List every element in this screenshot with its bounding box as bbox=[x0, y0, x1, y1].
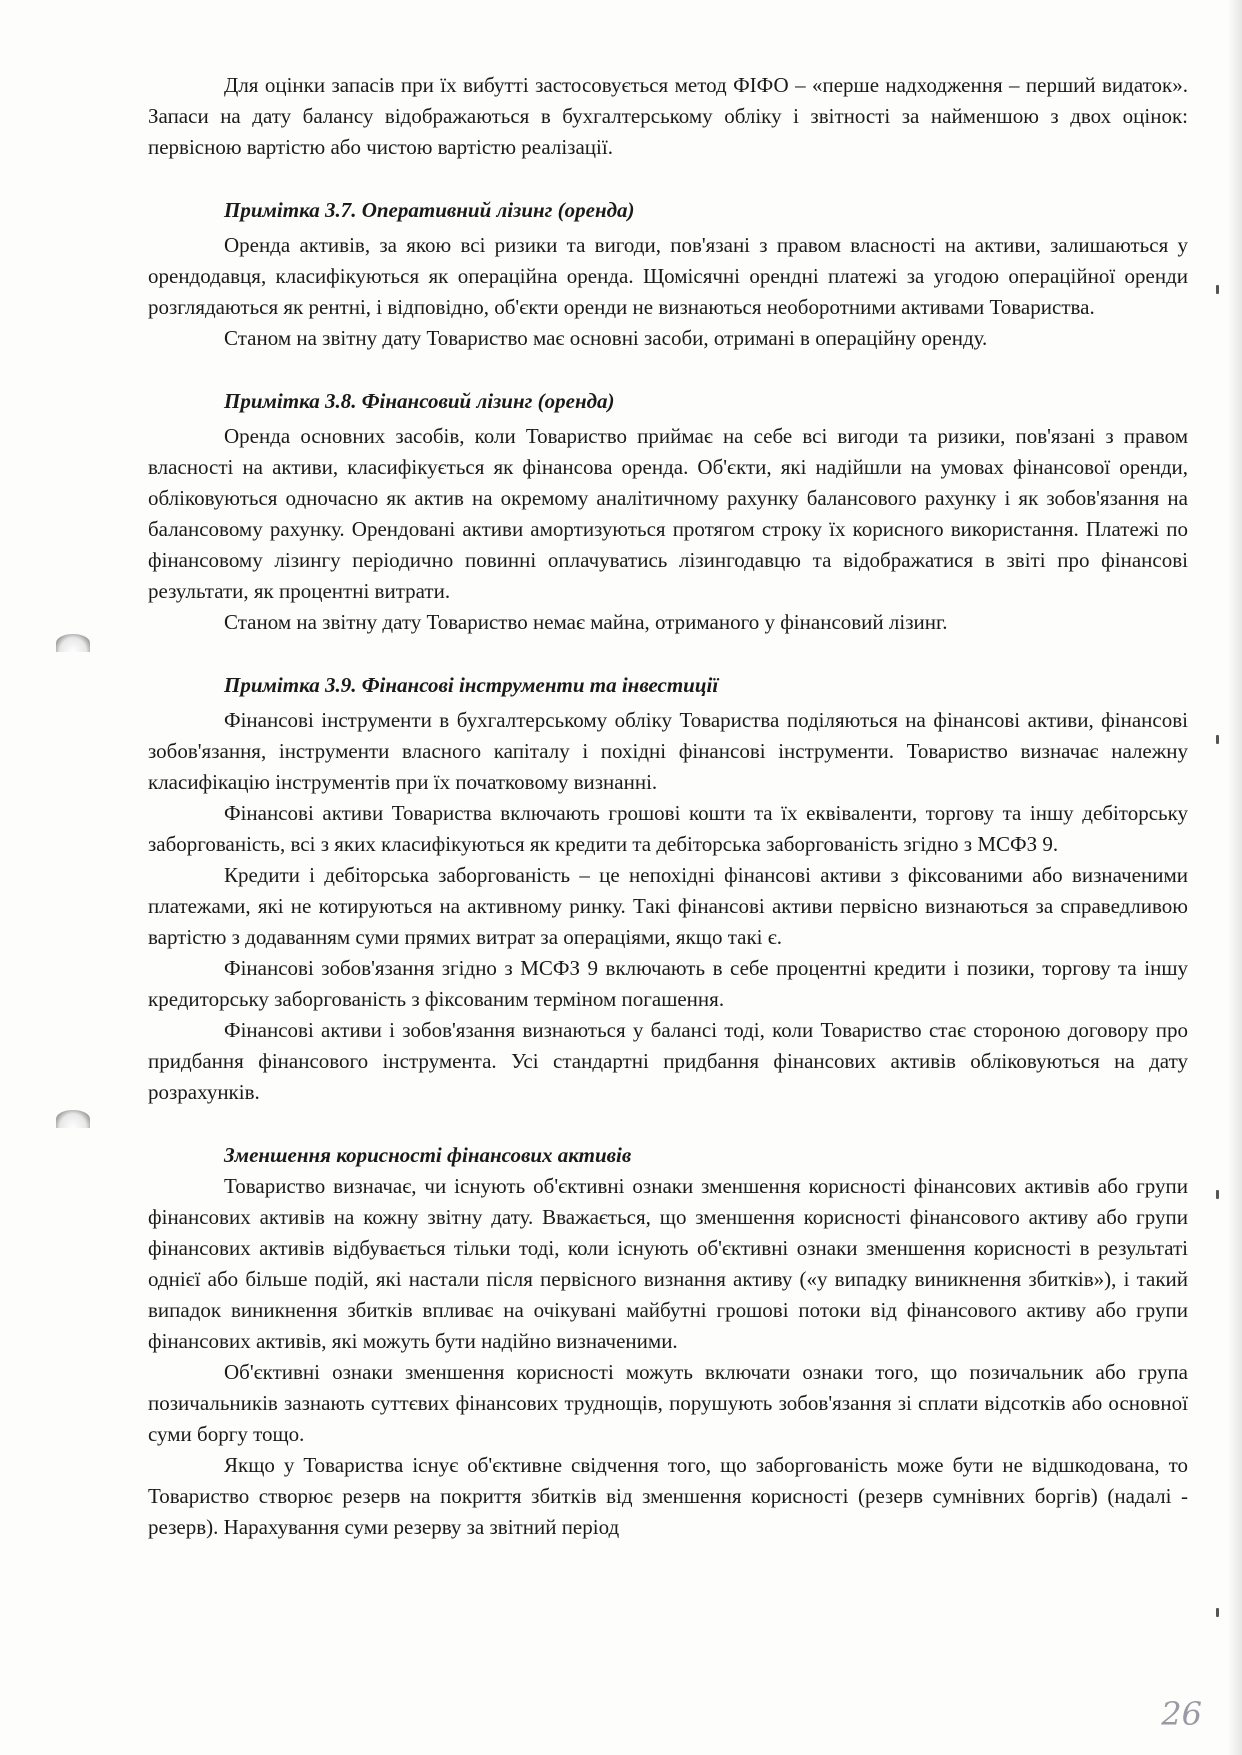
document-page bbox=[148, 70, 1188, 1543]
heading-note-3-9: Примітка 3.9. Фінансові інструменти та інвестиції bbox=[224, 673, 719, 697]
paragraph-recognition: Фінансові активи і зобов'язання визнаються у балансі тоді, коли Товариство стає стороною договору про придбання фінансового інструмента. Усі стандартні придбання фінансових активів обліковуються на дату розрахунків. bbox=[148, 1018, 1188, 1104]
scan-edge-shadow bbox=[1228, 0, 1242, 1755]
heading-note-3-7: Примітка 3.7. Оперативний лізинг (оренда) bbox=[224, 198, 635, 222]
heading-impairment: Зменшення корисності фінансових активів bbox=[224, 1143, 632, 1167]
paragraph-operating-lease: Оренда активів, за якою всі ризики та вигоди, пов'язані з правом власності на активи, залишаються у орендодавця, класифікуються як операційна оренда. Щомісячні орендні платежі за угодою операційної оренди розглядаються як рентні, і відповідно, об'єкти оренди не визнаються необоротними активами Товариства. bbox=[148, 233, 1188, 319]
paragraph-inventory: Для оцінки запасів при їх вибутті застосовується метод ФІФО – «перше надходження – перший видаток». Запаси на дату балансу відображаються в бухгалтерському обліку і звітності за найменшою з двох оцінок: первісною вартістю або чистою вартістю реалізації. bbox=[148, 73, 1188, 159]
punch-hole-mark bbox=[56, 634, 90, 652]
page-number: 26 bbox=[1161, 1695, 1202, 1733]
scan-edge-mark bbox=[1216, 735, 1219, 744]
paragraph-finance-lease: Оренда основних засобів, коли Товариство приймає на себе всі вигоди та ризики, пов'язані з правом власності на активи, класифікується як фінансова оренда. Об'єкти, які надійшли на умовах фінансової оренди, обліковуються одночасно як актив на окремому аналітичному рахунку балансового рахунку і як зобов'язання на балансовому рахунку. Орендовані активи амортизуються протягом строку їх корисного використання. Платежі по фінансовому лізингу періодично повинні оплачуватись лізингодавцю та відображатися в звіті про фінансові результати, як процентні витрати. bbox=[148, 424, 1188, 603]
scan-edge-mark bbox=[1216, 285, 1219, 294]
paragraph-impairment-assessment: Товариство визначає, чи існують об'єктивні ознаки зменшення корисності фінансових активів або групи фінансових активів на кожну звітну дату. Вважається, що зменшення корисності фінансового активу або групи фінансових активів відбувається тільки тоді, коли існують об'єктивні ознаки зменшення корисності в результаті однієї або більше подій, які настали після первісного визнання активу («у випадку виникнення збитків»), і такий випадок виникнення збитків впливає на очікувані майбутні грошові потоки від фінансового активу або групи фінансових активів, які можуть бути надійно визначеними. bbox=[148, 1174, 1188, 1353]
paragraph-financial-instruments: Фінансові інструменти в бухгалтерському обліку Товариства поділяються на фінансові активи, фінансові зобов'язання, інструменти власного капіталу і похідні фінансові інструменти. Товариство визначає належну класифікацію інструментів при їх початковому визнанні. bbox=[148, 708, 1188, 794]
heading-note-3-8: Примітка 3.8. Фінансовий лізинг (оренда) bbox=[224, 389, 615, 413]
paragraph-loans-receivables: Кредити і дебіторська заборгованість – це непохідні фінансові активи з фіксованими або визначеними платежами, які не котируються на активному ринку. Такі фінансові активи первісно визнаються за справедливою вартістю з додаванням суми прямих витрат за операціями, якщо такі є. bbox=[148, 863, 1188, 949]
scan-edge-mark bbox=[1216, 1608, 1219, 1617]
scan-edge-mark bbox=[1216, 1190, 1219, 1199]
paragraph-operating-lease-status: Станом на звітну дату Товариство має основні засоби, отримані в операційну оренду. bbox=[224, 326, 988, 350]
punch-hole-mark bbox=[56, 1110, 90, 1128]
paragraph-impairment-evidence: Об'єктивні ознаки зменшення корисності можуть включати ознаки того, що позичальник або група позичальників зазнають суттєвих фінансових труднощів, порушують зобов'язання зі сплати відсотків або основної суми боргу тощо. bbox=[148, 1360, 1188, 1446]
paragraph-financial-liabilities: Фінансові зобов'язання згідно з МСФЗ 9 включають в себе процентні кредити і позики, торгову та іншу кредиторську заборгованість з фіксованим терміном погашення. bbox=[148, 956, 1188, 1011]
paragraph-impairment-reserve: Якщо у Товариства існує об'єктивне свідчення того, що заборгованість може бути не відшкодована, то Товариство створює резерв на покриття збитків від зменшення корисності (резерв сумнівних боргів) (надалі - резерв). Нарахування суми резерву за звітний період bbox=[148, 1453, 1188, 1539]
paragraph-finance-lease-status: Станом на звітну дату Товариство немає майна, отриманого у фінансовий лізинг. bbox=[224, 610, 948, 634]
paragraph-financial-assets: Фінансові активи Товариства включають грошові кошти та їх еквіваленти, торгову та іншу дебіторську заборгованість, всі з яких класифікуються як кредити та дебіторська заборгованість згідно з МСФЗ 9. bbox=[148, 801, 1188, 856]
